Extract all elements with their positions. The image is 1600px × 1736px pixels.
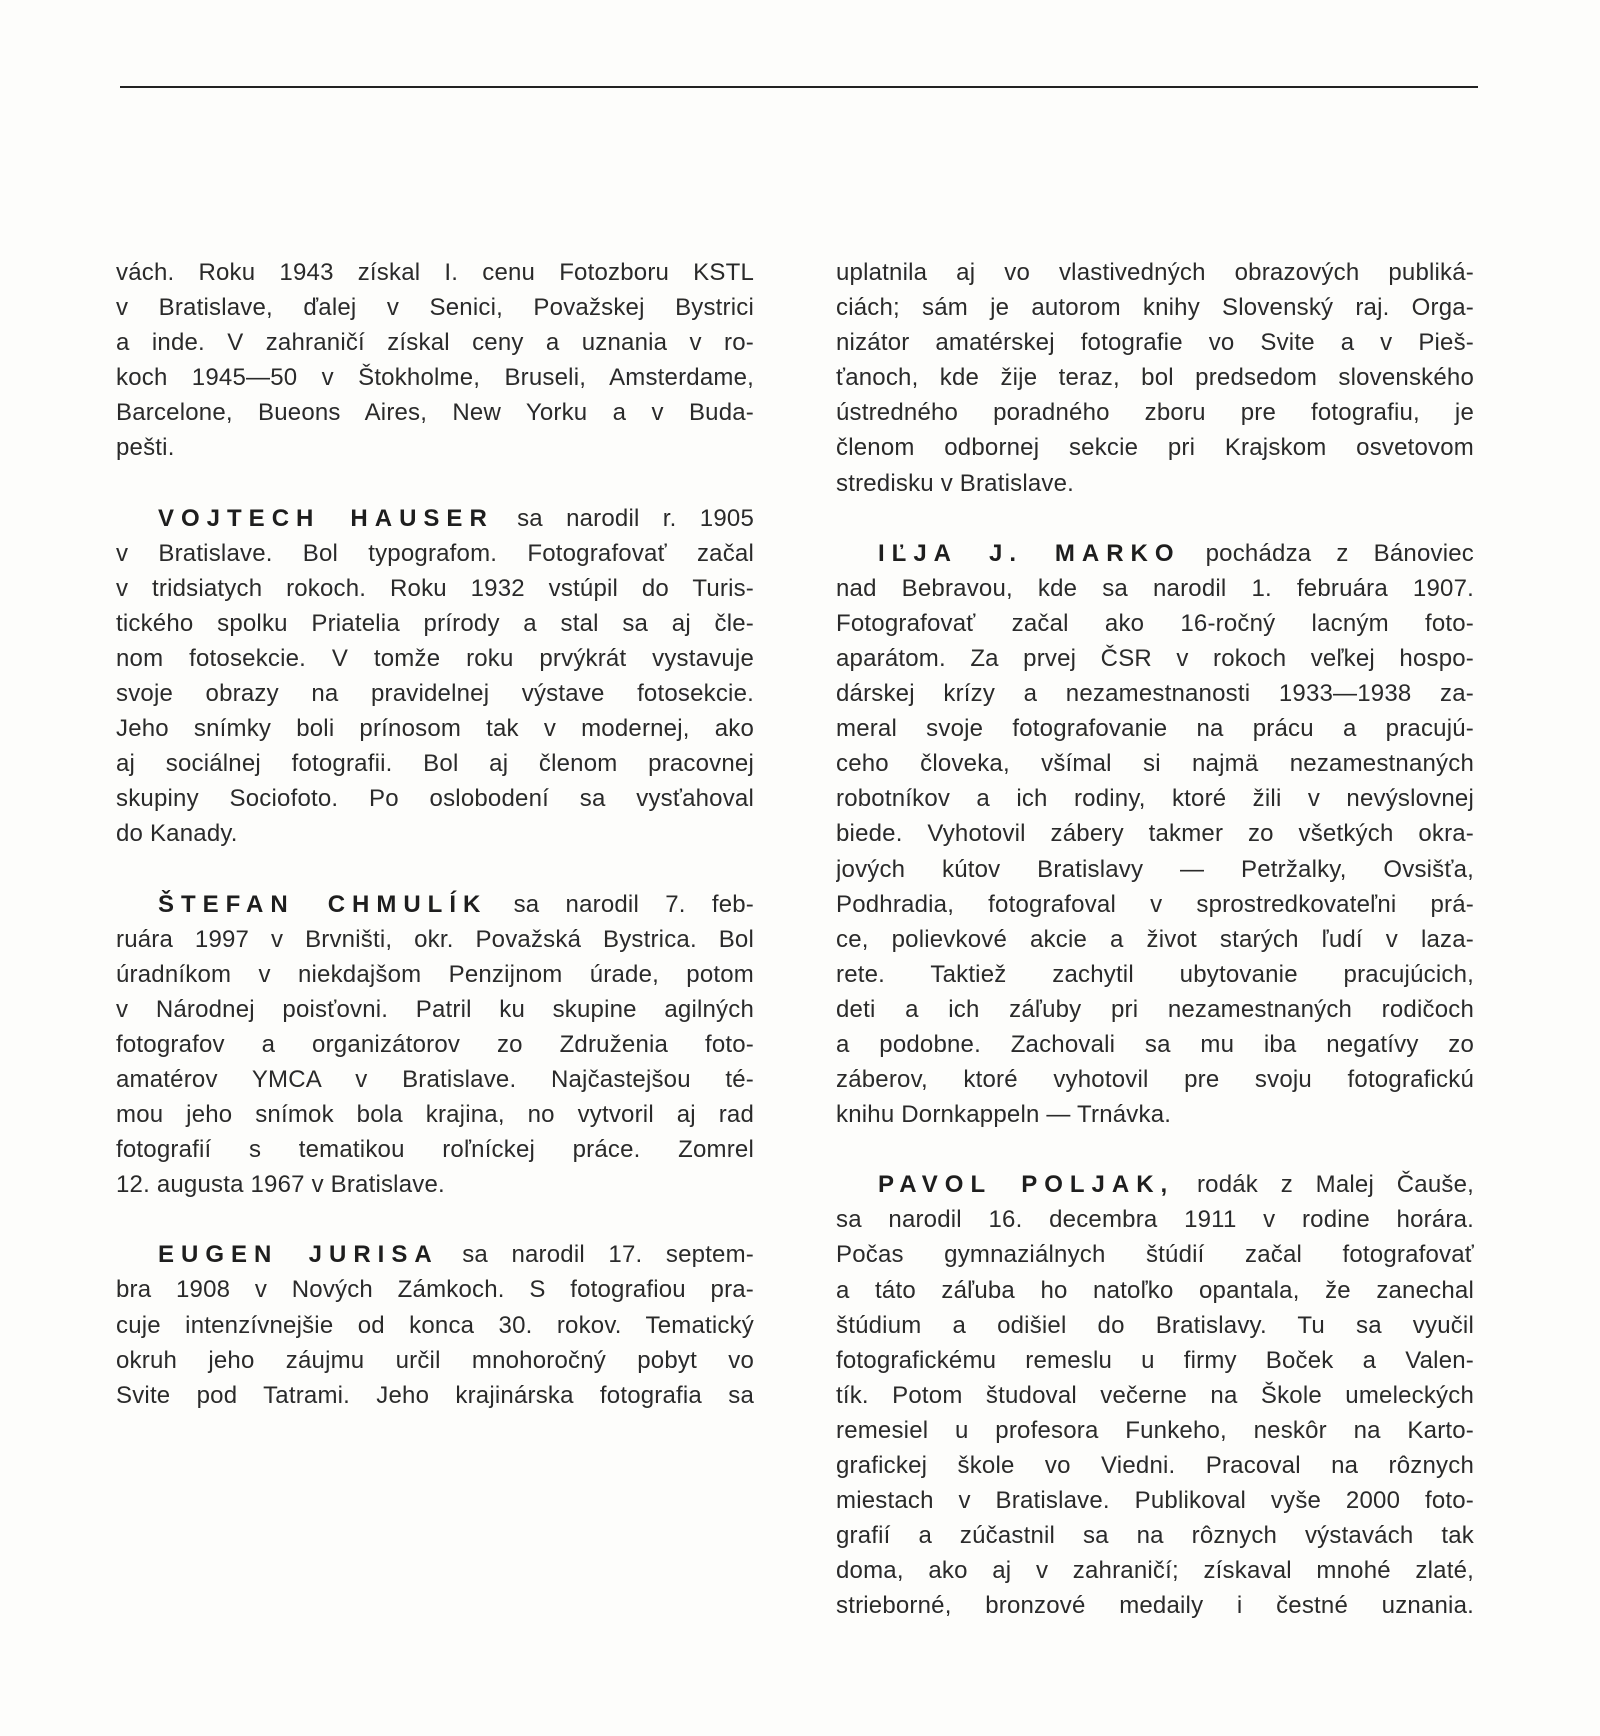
paragraph-chmulik	[116, 887, 754, 1203]
text-line: aj sociálnej fotografii. Bol aj členom pracovnej	[116, 750, 754, 778]
text-line-first	[116, 501, 754, 536]
text-line: ceho človeka, všímal si najmä nezamestnaných	[836, 750, 1474, 778]
text-line: sa narodil 16. decembra 1911 v rodine horára.	[836, 1206, 1474, 1234]
text-line: Podhradia, fotografoval v sprostredkovateľni prá-	[836, 890, 1474, 918]
text-line: svoje obrazy na pravidelnej výstave fotosekcie.	[116, 680, 754, 708]
text-line: v Národnej poisťovni. Patril ku skupine agilných	[116, 995, 754, 1023]
text-line: robotníkov a ich rodiny, ktoré žili v nevýslovnej	[836, 785, 1474, 813]
left-column	[116, 255, 754, 1448]
text-fragment: sa narodil 17. septem-	[462, 1241, 754, 1269]
text-line: stredisku v Bratislave.	[836, 469, 1075, 497]
text-line: rete. Taktiež zachytil ubytovanie pracujúcich,	[836, 960, 1474, 988]
text-line: v tridsiatych rokoch. Roku 1932 vstúpil do Turis-	[116, 574, 754, 602]
text-line: grafií a zúčastnil sa na rôznych výstavách tak	[836, 1522, 1474, 1550]
text-line: dárskej krízy a nezamestnanosti 1933—1938 za-	[836, 680, 1474, 708]
text-line: bra 1908 v Nových Zámkoch. S fotografiou pra-	[116, 1276, 754, 1304]
right-column	[836, 255, 1474, 1658]
paragraph-jurisa-continued	[836, 255, 1474, 501]
text-line: miestach v Bratislave. Publikoval vyše 2000 foto-	[836, 1487, 1474, 1515]
text-line: a inde. V zahraničí získal ceny a uznania v ro-	[116, 329, 754, 357]
paragraph-jurisa	[116, 1237, 754, 1412]
text-line: deti a ich záľuby pri nezamestnaných rodičoch	[836, 995, 1474, 1023]
text-line: a podobne. Zachovali sa mu iba negatívy zo	[836, 1030, 1474, 1058]
text-line: fotografickému remeslu u firmy Boček a Valen-	[836, 1346, 1474, 1374]
person-name: PAVOL POLJAK,	[878, 1171, 1175, 1199]
text-line-first	[836, 1167, 1474, 1202]
person-name: IĽJA J. MARKO	[878, 539, 1181, 567]
text-line: záberov, ktoré vyhotovil pre svoju fotografickú	[836, 1066, 1474, 1094]
person-name: EUGEN JURISA	[158, 1241, 439, 1269]
text-line: nad Bebravou, kde sa narodil 1. februára 1907.	[836, 574, 1474, 602]
text-line-first	[116, 1237, 754, 1272]
text-line: Svite pod Tatrami. Jeho krajinárska fotografia sa	[116, 1381, 754, 1409]
text-fragment: sa narodil r. 1905	[517, 504, 754, 532]
text-line: v Bratislave, ďalej v Senici, Považskej Bystrici	[116, 294, 754, 322]
text-line: ústredného poradného zboru pre fotografiu, je	[836, 399, 1474, 427]
text-line: okruh jeho záujmu určil mnohoročný pobyt vo	[116, 1346, 754, 1374]
text-line: Fotografovať začal ako 16-ročný lacným foto-	[836, 609, 1474, 637]
text-line: 12. augusta 1967 v Bratislave.	[116, 1171, 445, 1199]
text-line: tík. Potom študoval večerne na Škole umeleckých	[836, 1381, 1474, 1409]
text-line: do Kanady.	[116, 820, 238, 848]
text-line: strieborné, bronzové medaily i čestné uznania.	[836, 1592, 1474, 1620]
person-name: ŠTEFAN CHMULÍK	[158, 890, 488, 918]
text-line: mou jeho snímok bola krajina, no vytvoril aj rad	[116, 1101, 754, 1129]
text-line: Jeho snímky boli prínosom tak v modernej, ako	[116, 715, 754, 743]
text-fragment: sa narodil 7. feb-	[513, 890, 754, 918]
text-line: v Bratislave. Bol typografom. Fotografovať začal	[116, 539, 754, 567]
paragraph-marko	[836, 536, 1474, 1133]
text-line: fotografov a organizátorov zo Združenia foto-	[116, 1030, 754, 1058]
text-line: knihu Dornkappeln — Trnávka.	[836, 1101, 1172, 1129]
text-fragment: rodák z Malej Čauše,	[1196, 1171, 1474, 1199]
text-line: vách. Roku 1943 získal I. cenu Fotozboru KSTL	[116, 259, 754, 286]
text-line: tického spolku Priatelia prírody a stal sa aj čle-	[116, 609, 754, 637]
text-line: členom odbornej sekcie pri Krajskom osvetovom	[836, 434, 1474, 462]
text-line: štúdium a odišiel do Bratislavy. Tu sa vyučil	[836, 1311, 1474, 1339]
text-line: nom fotosekcie. V tomže roku prvýkrát vystavuje	[116, 644, 754, 672]
text-line: biede. Vyhotovil zábery takmer zo všetkých okra-	[836, 820, 1474, 848]
paragraph-poljak	[836, 1167, 1474, 1623]
text-line: aparátom. Za prvej ČSR v rokoch veľkej hospo-	[836, 644, 1474, 672]
text-line: amatérov YMCA v Bratislave. Najčastejšou té-	[116, 1065, 754, 1093]
paragraph-intro	[116, 255, 754, 466]
text-fragment: pochádza z Bánoviec	[1205, 539, 1474, 567]
text-line: ťanoch, kde žije teraz, bol predsedom slovenského	[836, 364, 1474, 392]
text-line: úradníkom v niekdajšom Penzijnom úrade, potom	[116, 960, 754, 988]
text-line-first	[836, 536, 1474, 571]
text-line: jových kútov Bratislavy — Petržalky, Ovsišťa,	[836, 855, 1474, 883]
text-line: nizátor amatérskej fotografie vo Svite a v Pieš-	[836, 329, 1474, 357]
text-line: Barcelone, Bueons Aires, New Yorku a v Buda-	[116, 399, 754, 427]
text-line: Počas gymnaziálnych štúdií začal fotografovať	[836, 1241, 1474, 1269]
text-line: grafickej škole vo Viedni. Pracoval na rôznych	[836, 1452, 1474, 1479]
text-line: doma, ako aj v zahraničí; získaval mnohé zlaté,	[836, 1557, 1474, 1585]
text-line: pešti.	[116, 434, 175, 462]
text-line-first	[116, 887, 754, 922]
text-line: cuje intenzívnejšie od konca 30. rokov. Tematický	[116, 1311, 754, 1339]
person-name: VOJTECH HAUSER	[158, 504, 494, 532]
paragraph-hauser	[116, 501, 754, 852]
text-line: fotografií s tematikou roľníckej práce. Zomrel	[116, 1136, 754, 1164]
text-line: ruára 1997 v Brvništi, okr. Považská Bystrica. Bol	[116, 925, 754, 953]
text-line: meral svoje fotografovanie na prácu a pracujú-	[836, 715, 1474, 743]
text-line: a táto záľuba ho natoľko opantala, že zanechal	[836, 1276, 1474, 1304]
header-rule	[120, 86, 1478, 88]
text-line: ce, polievkové akcie a život starých ľudí v laza-	[836, 925, 1474, 953]
text-line: uplatnila aj vo vlastivedných obrazových publiká-	[836, 259, 1474, 286]
text-line: koch 1945—50 v Štokholme, Bruseli, Amsterdame,	[116, 364, 754, 392]
text-line: ciách; sám je autorom knihy Slovenský raj. Orga-	[836, 294, 1474, 322]
text-line: remesiel u profesora Funkeho, neskôr na Karto-	[836, 1416, 1474, 1444]
text-line: skupiny Sociofoto. Po oslobodení sa vysťahoval	[116, 785, 754, 813]
